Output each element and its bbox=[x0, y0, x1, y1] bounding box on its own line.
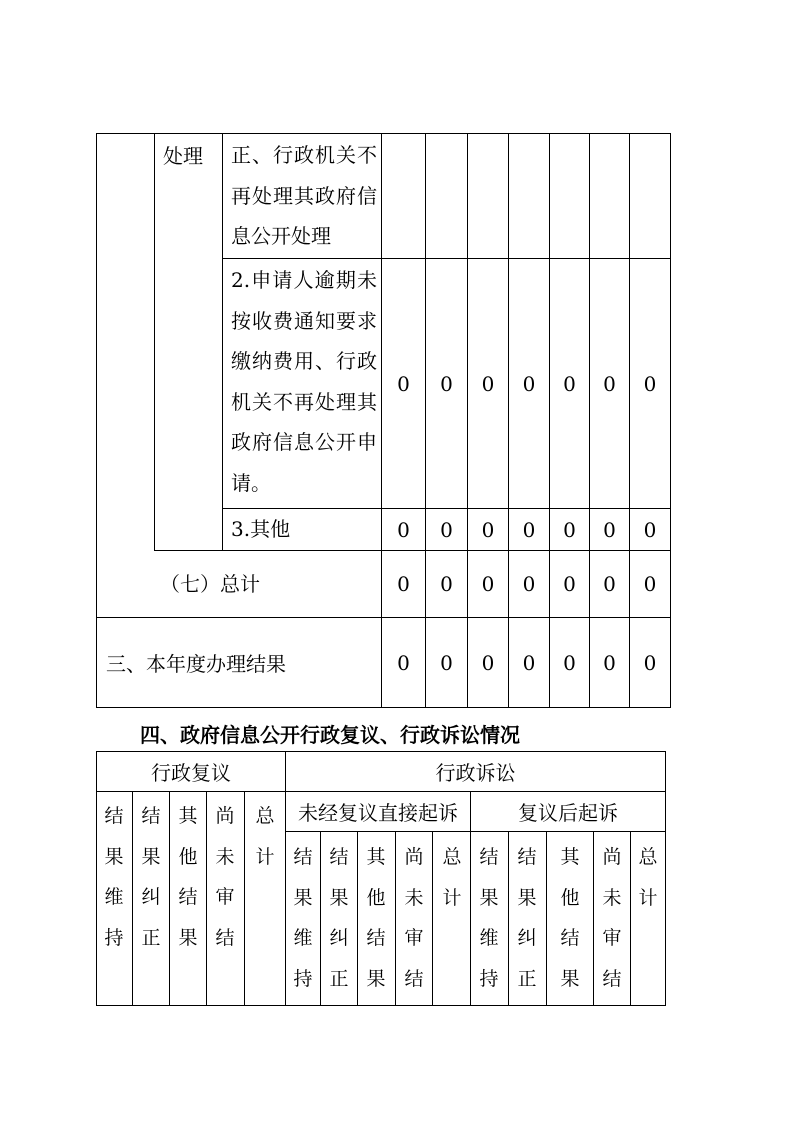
result-value-cell: 0 bbox=[563, 650, 576, 675]
value-cell: 0 bbox=[522, 371, 536, 396]
table2-divider bbox=[508, 831, 509, 1006]
table2-divider bbox=[357, 831, 358, 1006]
table1-divider bbox=[222, 133, 223, 551]
result-value-cell: 0 bbox=[603, 650, 616, 675]
result-value-cell: 0 bbox=[643, 650, 657, 675]
value-cell bbox=[590, 134, 629, 258]
review-col-pending: 尚未审结 bbox=[215, 805, 235, 949]
total-value-cell: 0 bbox=[563, 572, 576, 596]
total-value-cell: 0 bbox=[522, 572, 536, 596]
table1-border-right bbox=[670, 133, 671, 708]
direct-col-pending: 尚未审结 bbox=[404, 846, 424, 990]
value-cell bbox=[550, 134, 589, 258]
after-col-corrected: 结果纠正 bbox=[517, 846, 537, 990]
direct-col-other: 其他结果 bbox=[366, 846, 386, 990]
review-col-other: 其他结果 bbox=[178, 805, 198, 949]
table1-divider bbox=[154, 133, 155, 551]
table2-border-right bbox=[665, 751, 666, 1006]
total-value-cell: 0 bbox=[603, 572, 616, 596]
result-value-cell: 0 bbox=[481, 650, 495, 675]
after-review-header: 复议后起诉 bbox=[518, 801, 618, 825]
value-cell: 0 bbox=[563, 371, 576, 396]
direct-col-upheld: 结果维持 bbox=[293, 846, 313, 990]
table2-row-line bbox=[285, 831, 666, 832]
value-cell bbox=[382, 134, 425, 258]
value-cell: 0 bbox=[603, 517, 616, 542]
total-label: （七）总计 bbox=[160, 572, 260, 596]
review-col-corrected: 结果纠正 bbox=[141, 805, 161, 949]
litigation-header: 行政诉讼 bbox=[435, 761, 516, 785]
result-value-cell: 0 bbox=[397, 650, 410, 675]
value-cell: 0 bbox=[643, 371, 657, 396]
after-col-other: 其他结果 bbox=[560, 846, 580, 990]
table2-divider bbox=[320, 831, 321, 1006]
value-cell bbox=[426, 134, 467, 258]
total-value-cell: 0 bbox=[481, 572, 495, 596]
value-cell: 0 bbox=[397, 371, 410, 396]
value-cell: 0 bbox=[440, 517, 453, 542]
table2-divider bbox=[169, 791, 170, 1006]
review-header: 行政复议 bbox=[151, 761, 231, 785]
table2-divider bbox=[630, 831, 631, 1006]
table2-divider bbox=[432, 831, 433, 1006]
after-col-pending: 尚未审结 bbox=[602, 846, 622, 990]
table2-divider bbox=[132, 791, 133, 1006]
table2-divider bbox=[546, 831, 547, 1006]
value-cell: 0 bbox=[397, 517, 410, 542]
category-label: 处理 bbox=[163, 144, 203, 168]
table2-border-bottom bbox=[96, 1005, 666, 1006]
direct-suit-header: 未经复议直接起诉 bbox=[298, 801, 458, 825]
result-value-cell: 0 bbox=[440, 650, 453, 675]
value-cell: 0 bbox=[522, 517, 536, 542]
row-label-continued: 正、行政机关不再处理其政府信息公开处理 bbox=[231, 143, 377, 248]
value-cell: 0 bbox=[563, 517, 576, 542]
result-label: 三、本年度办理结果 bbox=[106, 652, 286, 676]
table2-divider bbox=[244, 791, 245, 1006]
row-label-overdue-fee: 2.申请人逾期未按收费通知要求缴纳费用、行政机关不再处理其政府信息公开申请。 bbox=[231, 268, 377, 495]
table2-divider bbox=[593, 831, 594, 1006]
value-cell: 0 bbox=[643, 517, 657, 542]
value-cell: 0 bbox=[481, 517, 495, 542]
after-col-total: 总计 bbox=[638, 846, 658, 909]
table1-border-bottom bbox=[96, 707, 671, 708]
table1-border-left bbox=[96, 133, 97, 708]
value-cell bbox=[468, 134, 508, 258]
value-cell bbox=[630, 134, 670, 258]
value-cell: 0 bbox=[481, 371, 495, 396]
total-value-cell: 0 bbox=[397, 572, 410, 596]
review-col-total: 总计 bbox=[255, 805, 275, 868]
direct-col-corrected: 结果纠正 bbox=[329, 846, 349, 990]
value-cell: 0 bbox=[440, 371, 453, 396]
review-col-upheld: 结果维持 bbox=[104, 805, 124, 949]
value-cell bbox=[509, 134, 549, 258]
result-value-cell: 0 bbox=[522, 650, 536, 675]
total-value-cell: 0 bbox=[643, 572, 657, 596]
row-label-other: 3.其他 bbox=[231, 517, 291, 541]
total-value-cell: 0 bbox=[440, 572, 453, 596]
table2-divider bbox=[206, 791, 207, 1006]
table2-divider bbox=[395, 831, 396, 1006]
after-col-upheld: 结果维持 bbox=[479, 846, 499, 990]
value-cell: 0 bbox=[603, 371, 616, 396]
section-title: 四、政府信息公开行政复议、行政诉讼情况 bbox=[140, 723, 520, 747]
direct-col-total: 总计 bbox=[442, 846, 462, 909]
